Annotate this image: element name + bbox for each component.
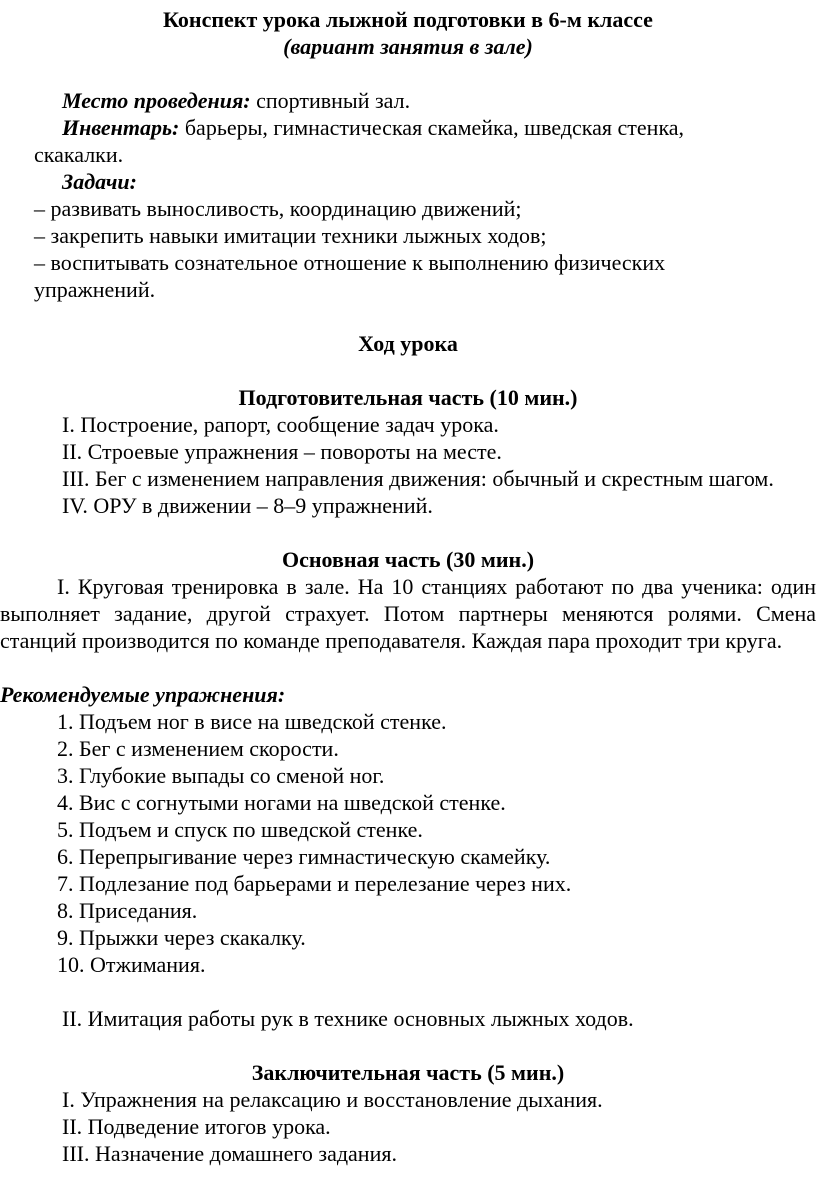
prep-item: II. Строевые упражнения – повороты на месте. — [62, 439, 502, 464]
document-title: Конспект урока лыжной подготовки в 6-м классе — [163, 7, 653, 32]
exercise-item: 5. Подъем и спуск по шведской стенке. — [57, 817, 423, 842]
prep-item: IV. ОРУ в движении – 8–9 упражнений. — [62, 493, 433, 518]
location-label: Место проведения: — [62, 88, 251, 113]
main-paragraph: I. Круговая тренировка в зале. На 10 станциях работают по два ученика: один выполняет задание, другой страхует. Потом партнеры меняются ролями. Смена станций производится по команде преподавателя. Каждая пара проходит три круга. — [0, 574, 816, 653]
equipment-line — [34, 114, 716, 168]
tasks-label: Задачи: — [62, 169, 137, 194]
exercise-item: 10. Отжимания. — [57, 952, 206, 977]
document-page — [0, 6, 816, 1167]
task-item: – воспитывать сознательное отношение к выполнению физических упражнений. — [34, 250, 666, 302]
course-heading: Ход урока — [358, 331, 458, 356]
final-item: III. Назначение домашнего задания. — [62, 1141, 397, 1166]
task-item: – закрепить навыки имитации техники лыжных ходов; — [34, 223, 547, 248]
location-value: спортивный зал. — [250, 88, 411, 113]
exercise-item: 7. Подлезание под барьерами и перелезание через них. — [57, 871, 572, 896]
tasks-label-line — [34, 168, 716, 195]
spacer — [0, 978, 816, 1005]
spacer — [0, 357, 816, 384]
exercise-item: 2. Бег с изменением скорости. — [57, 736, 339, 761]
prep-item: III. Бег с изменением направления движения: обычный и скрестным шагом. — [62, 466, 774, 491]
task-item: – развивать выносливость, координацию движений; — [34, 196, 522, 221]
exercise-item: 9. Прыжки через скакалку. — [57, 925, 306, 950]
exercises-label: Рекомендуемые упражнения: — [0, 682, 286, 707]
final-item: I. Упражнения на релаксацию и восстановление дыхания. — [62, 1087, 603, 1112]
exercise-item: 6. Перепрыгивание через гимнастическую скамейку. — [57, 844, 551, 869]
final-item: II. Подведение итогов урока. — [62, 1114, 331, 1139]
spacer — [0, 519, 816, 546]
prep-item: I. Построение, рапорт, сообщение задач урока. — [62, 412, 499, 437]
prep-section-heading: Подготовительная часть (10 мин.) — [238, 385, 578, 410]
spacer — [0, 303, 816, 330]
exercise-item: 1. Подъем ног в висе на шведской стенке. — [57, 709, 447, 734]
spacer — [0, 60, 816, 87]
spacer — [0, 1032, 816, 1059]
final-section-heading: Заключительная часть (5 мин.) — [251, 1060, 565, 1085]
exercise-item: 8. Приседания. — [57, 898, 198, 923]
exercise-item: 4. Вис с согнутыми ногами на шведской стенке. — [57, 790, 506, 815]
exercise-item: 3. Глубокие выпады со сменой ног. — [57, 763, 385, 788]
equipment-label: Инвентарь: — [62, 115, 180, 140]
document-subtitle: (вариант занятия в зале) — [283, 34, 533, 59]
equipment-value: барьеры, гимнастическая скамейка, шведская стенка, скакалки. — [34, 115, 685, 167]
imitation-line: II. Имитация работы рук в технике основных лыжных ходов. — [62, 1006, 634, 1031]
main-section-heading: Основная часть (30 мин.) — [281, 547, 535, 572]
spacer — [0, 654, 816, 681]
location-line — [34, 87, 716, 114]
